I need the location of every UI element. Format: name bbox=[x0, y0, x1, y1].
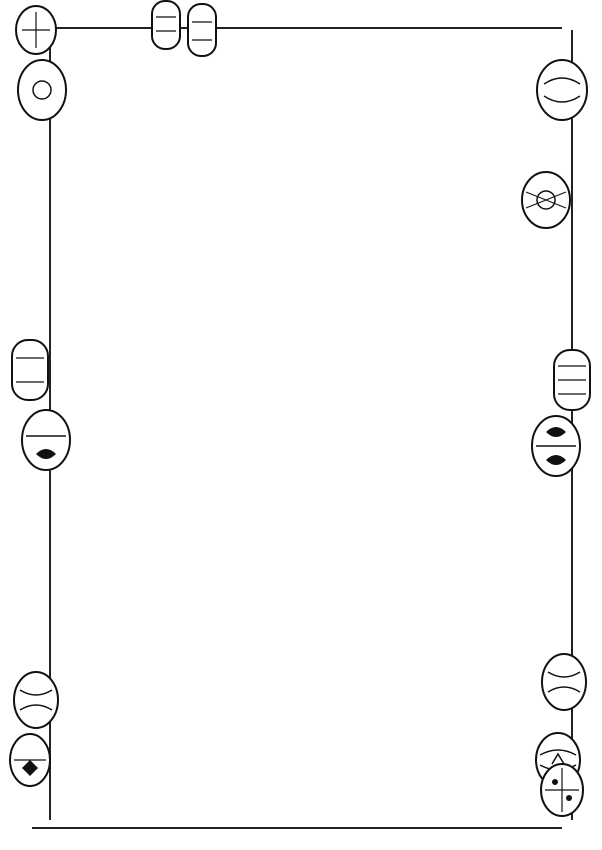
pysanka-egg-14 bbox=[188, 4, 216, 56]
pysanka-egg-10 bbox=[22, 410, 70, 470]
pysanka-egg-2 bbox=[541, 764, 583, 816]
pysanka-egg-3 bbox=[542, 654, 586, 710]
pysanka-egg-9 bbox=[14, 672, 58, 728]
pysanka-egg-4 bbox=[532, 416, 580, 476]
pysanka-egg-7 bbox=[537, 60, 587, 120]
pysanka-egg-11 bbox=[12, 340, 48, 400]
pysanka-egg-5 bbox=[554, 350, 590, 410]
pysanka-egg-12 bbox=[18, 60, 66, 120]
pysanka-egg-8 bbox=[10, 734, 50, 786]
pysanka-egg-15 bbox=[152, 1, 180, 49]
poem-block bbox=[52, 795, 452, 815]
pysanka-egg-13 bbox=[16, 6, 56, 54]
pysanka-egg-6 bbox=[522, 172, 570, 228]
